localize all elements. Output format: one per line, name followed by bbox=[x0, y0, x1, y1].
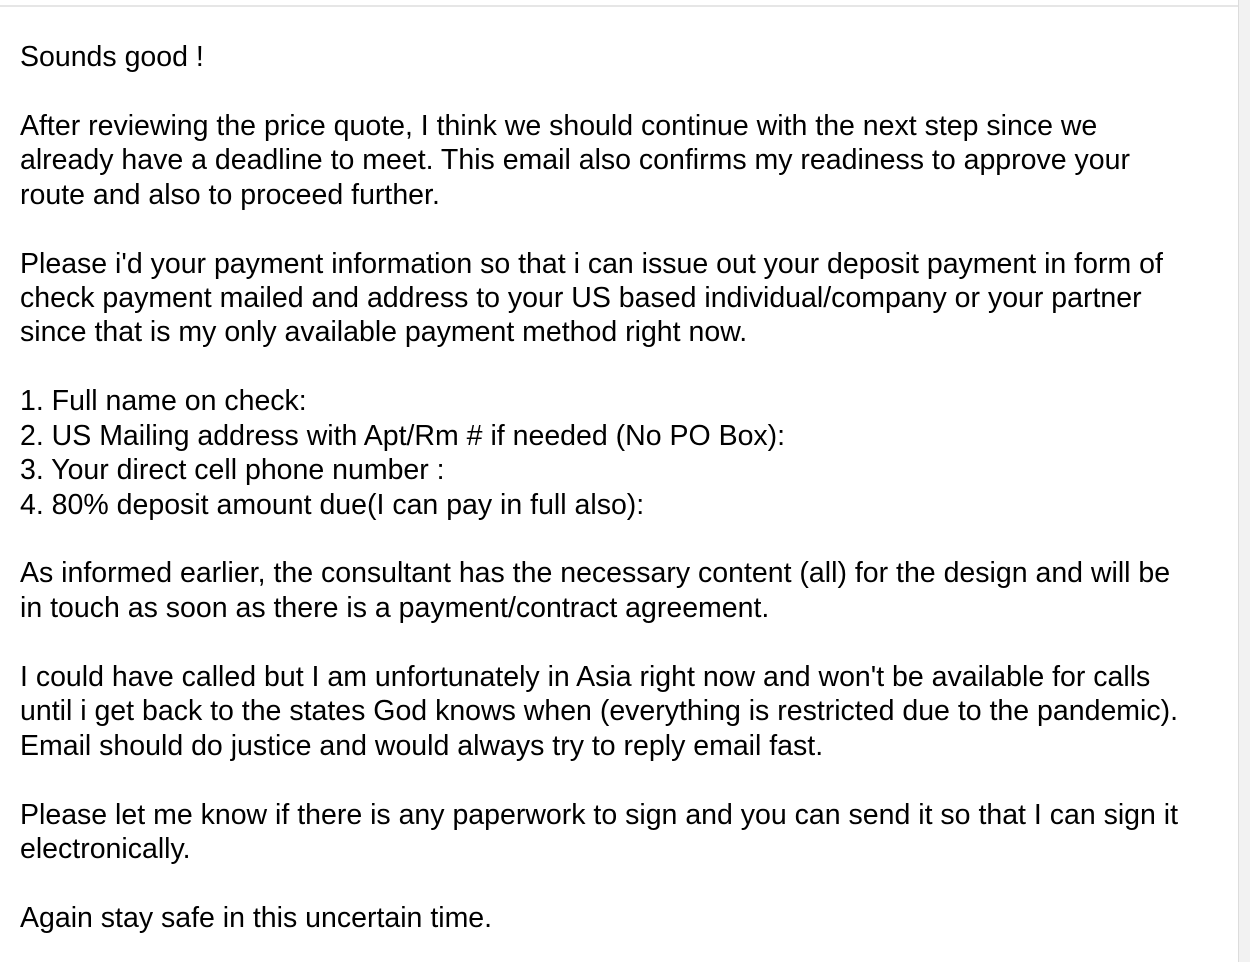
list-item: 2. US Mailing address with Apt/Rm # if needed (No PO Box): bbox=[20, 419, 786, 452]
email-paragraph-3: As informed earlier, the consultant has the necessary content (all) for the design and will be in touch as soon as there is a payment/contract agreement. bbox=[20, 557, 1171, 624]
header-divider bbox=[0, 5, 1238, 7]
list-item: 4. 80% deposit amount due(I can pay in full also): bbox=[20, 488, 645, 521]
email-paragraph-4: I could have called but I am unfortunately in Asia right now and won't be available for calls until i get back to the states God knows when (everything is restricted due to the pandemic). Email should do justice and would always try to reply email fast. bbox=[20, 660, 1179, 762]
list-item: 1. Full name on check: bbox=[20, 385, 307, 418]
list-item: 3. Your direct cell phone number : bbox=[20, 454, 445, 487]
email-paragraph-1: After reviewing the price quote, I think we should continue with the next step since we already have a deadline to meet. This email also confirms my readiness to approve your route and also to proceed further. bbox=[20, 109, 1130, 211]
payment-info-list bbox=[20, 384, 1195, 522]
email-paragraph-2: Please i'd your payment information so that i can issue out your deposit payment in form of check payment mailed and address to your US based individual/company or your partner since that is my only available payment method right now. bbox=[20, 247, 1163, 349]
email-greeting: Sounds good ! bbox=[20, 41, 204, 73]
scrollbar-track[interactable] bbox=[1238, 0, 1250, 962]
email-closing: Again stay safe in this uncertain time. bbox=[20, 901, 493, 934]
email-body bbox=[20, 40, 1195, 962]
email-paragraph-5: Please let me know if there is any paperwork to sign and you can send it so that I can sign it electronically. bbox=[20, 798, 1179, 865]
